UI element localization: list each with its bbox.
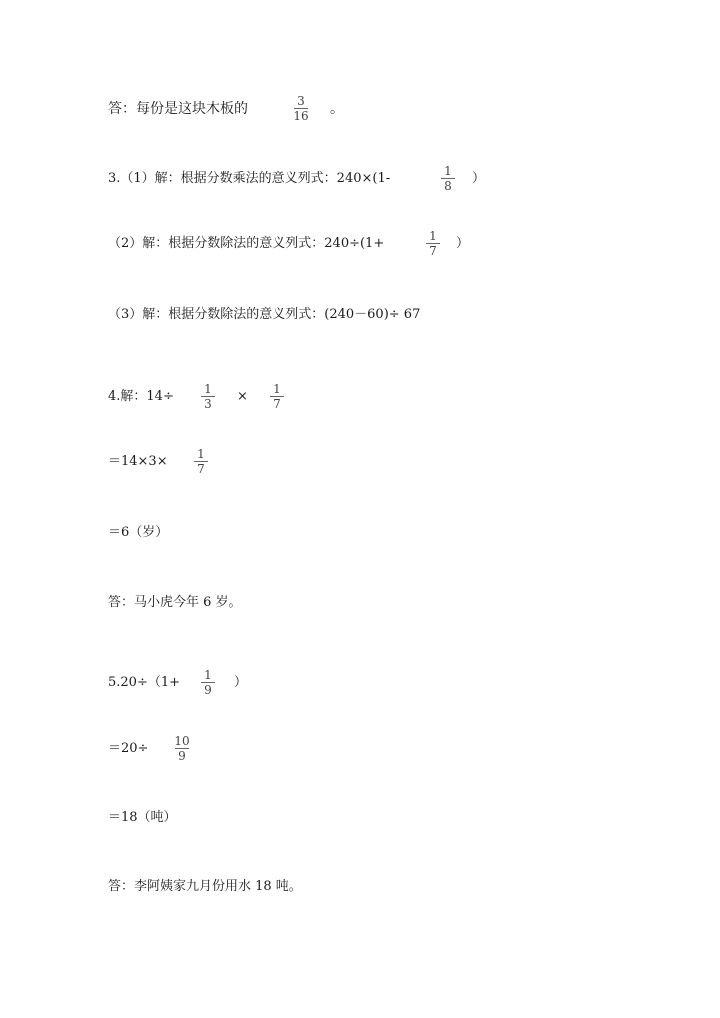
close-paren: ） — [456, 236, 470, 251]
step-text: ＝18（吨） — [108, 810, 177, 825]
answer-text: 答：每份是这块木板的 — [108, 101, 248, 117]
step-text: （2）解：根据分数除法的意义列式：240÷(1+ — [108, 236, 385, 251]
answer-text: 答：马小虎今年 6 岁。 — [108, 595, 242, 610]
fraction-numerator: 1 — [273, 382, 281, 396]
fraction — [197, 382, 219, 411]
fraction-denominator: 16 — [293, 109, 309, 123]
step-text: ＝14×3× — [108, 454, 168, 469]
fraction — [266, 382, 288, 411]
fraction — [190, 447, 212, 476]
fraction — [171, 734, 193, 763]
step-text: （3）解：根据分数除法的意义列式：(240－60)÷ 67 — [108, 307, 421, 322]
fraction-denominator: 3 — [204, 397, 212, 411]
fraction — [422, 229, 444, 258]
fraction-denominator: 7 — [429, 244, 437, 258]
step-text: ＝20÷ — [108, 741, 149, 756]
step-text: 5.20÷（1+ — [108, 675, 181, 690]
answer-text: 答：李阿姨家九月份用水 18 吨。 — [108, 879, 302, 894]
fraction-denominator: 7 — [197, 462, 205, 476]
fraction-numerator: 1 — [197, 447, 205, 461]
fraction-numerator: 1 — [429, 229, 437, 243]
step-text: 3.（1）解：根据分数乘法的意义列式：240×(1- — [108, 171, 391, 186]
times-sign: × — [237, 389, 248, 404]
fraction-denominator: 9 — [204, 683, 212, 697]
fraction-numerator: 10 — [174, 734, 190, 748]
close-paren: ） — [472, 171, 486, 186]
fraction-numerator: 1 — [444, 164, 452, 178]
fraction-denominator: 7 — [273, 397, 281, 411]
fraction — [290, 94, 312, 123]
fraction-denominator: 9 — [178, 749, 186, 763]
fraction-numerator: 1 — [204, 668, 212, 682]
step-text: ＝6（岁） — [108, 525, 169, 540]
period: 。 — [330, 101, 344, 117]
close-paren: ） — [234, 675, 248, 690]
fraction-denominator: 8 — [444, 179, 452, 193]
step-text: 4.解：14÷ — [108, 389, 174, 404]
fraction-numerator: 1 — [204, 382, 212, 396]
fraction-numerator: 3 — [297, 94, 305, 108]
fraction — [197, 668, 219, 697]
fraction — [437, 164, 459, 193]
